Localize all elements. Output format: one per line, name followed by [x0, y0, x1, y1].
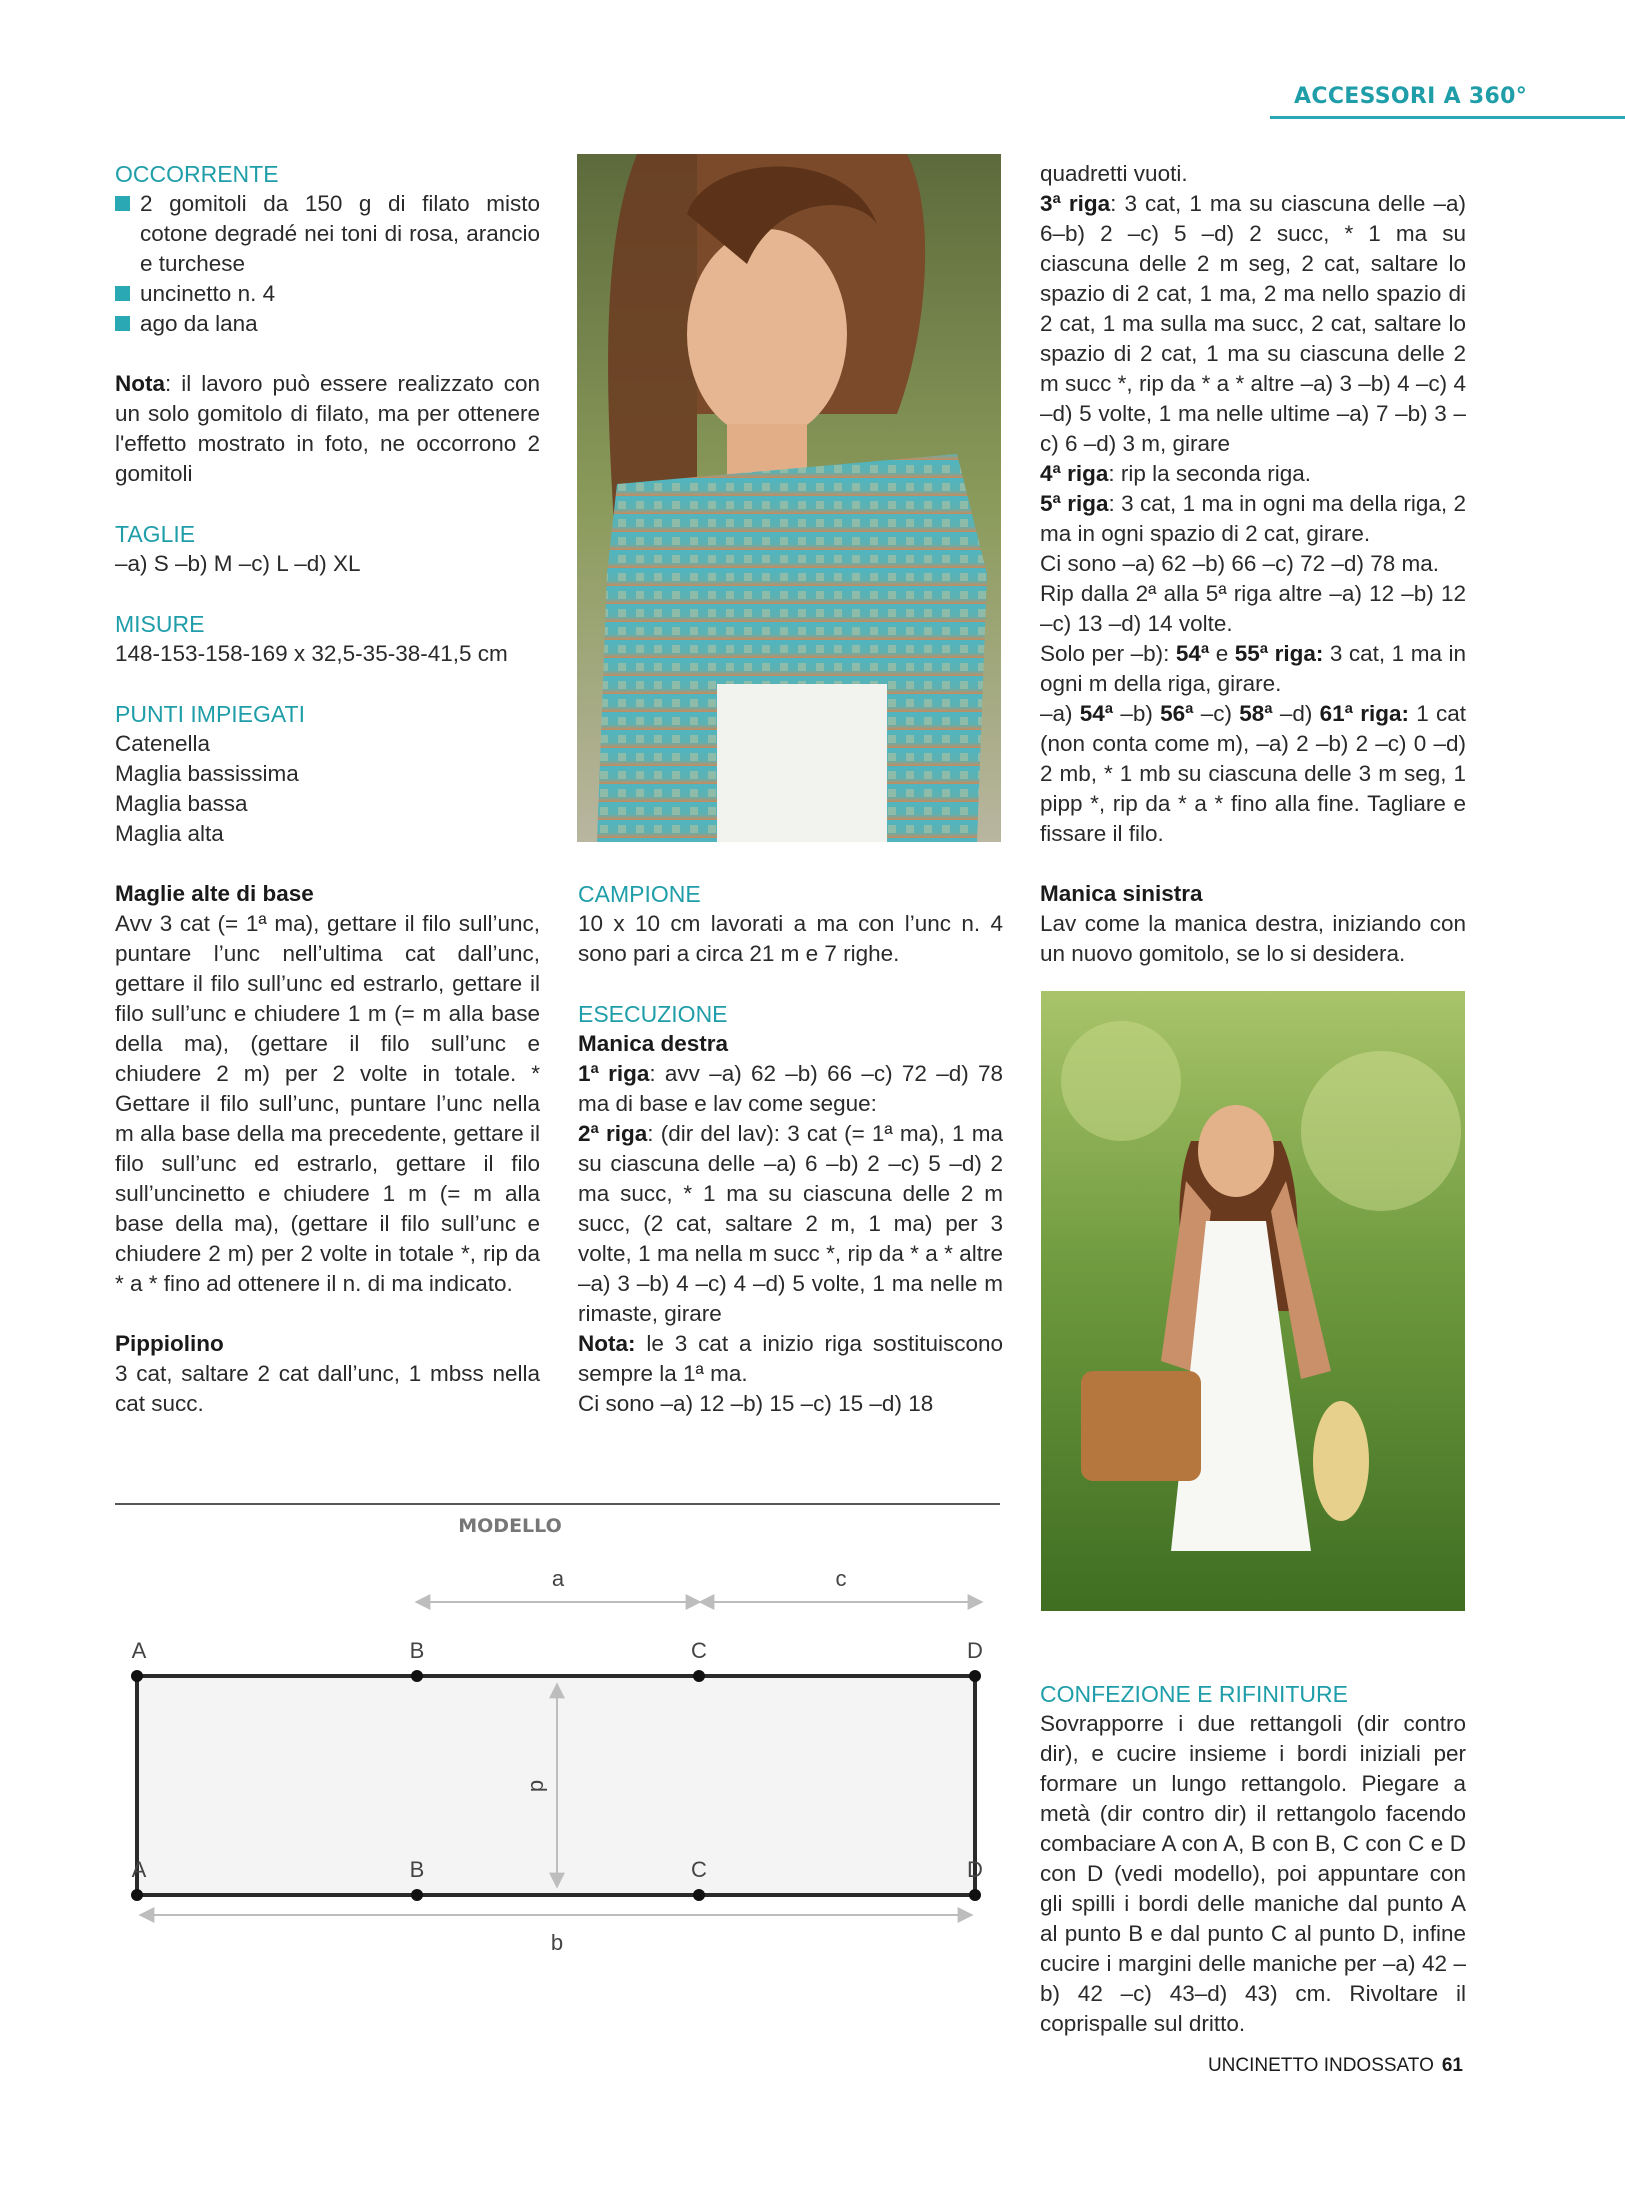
fin-text: 1 cat (non conta come m), –a) 2 –b) 2 –c) 0 –d) 2 mb, * 1 mb su ciascuna delle 3 m seg, 1 pipp *, rip da * a * fino alla fine. Tagliare e fissare il filo. — [1040, 701, 1466, 846]
point-marker — [969, 1889, 981, 1901]
column-confezione — [1040, 1679, 1466, 2039]
continuation-text: quadretti vuoti. — [1040, 161, 1188, 186]
bullet-square-icon — [115, 196, 130, 211]
column-materials — [115, 159, 540, 1449]
column-continuation — [1040, 159, 1466, 969]
ci-sono-2: Ci sono –a) 62 –b) 66 –c) 72 –d) 78 ma. — [1040, 551, 1439, 576]
material-text: ago da lana — [140, 311, 258, 336]
column-esecuzione — [578, 879, 1003, 1419]
riga-4-text: : rip la seconda riga. — [1108, 461, 1311, 486]
bullet-square-icon — [115, 286, 130, 301]
pippiolino-heading: Pippiolino — [115, 1331, 224, 1356]
solo-pre: Solo per –b): — [1040, 641, 1176, 666]
point-label-top-d: D — [967, 1638, 983, 1663]
point-label-bottom-a: A — [131, 1857, 147, 1882]
point-marker — [131, 1670, 143, 1682]
diagram-title: MODELLO — [458, 1515, 562, 1537]
material-text: 2 gomitoli da 150 g di filato misto cotone degradé nei toni di rosa, arancio e turchese — [140, 191, 540, 276]
manica-destra-heading: Manica destra — [578, 1031, 729, 1056]
punto-item: Maglia bassa — [115, 791, 248, 816]
magazine-name: UNCINETTO INDOSSATO — [1207, 2055, 1434, 2076]
riga-4-label: 4ª riga — [1040, 461, 1109, 486]
point-label-bottom-d: D — [967, 1857, 983, 1882]
fin-b: –b) — [1113, 701, 1161, 726]
campione-heading: CAMPIONE — [578, 881, 701, 907]
page-number: 61 — [1441, 2055, 1463, 2076]
riga-1 — [578, 1059, 1003, 1119]
manica-sinistra-text: Lav come la manica destra, iniziando con un nuovo gomitolo, se lo si desidera. — [1040, 911, 1466, 966]
campione-text: 10 x 10 cm lavorati a ma con l’unc n. 4 sono pari a circa 21 m e 7 righe. — [578, 911, 1003, 966]
riga-4 — [1040, 459, 1466, 489]
maglie-alte-text: Avv 3 cat (= 1ª ma), gettare il filo sull’unc, puntare l’unc nell’ultima cat dall’unc, gettare il filo sull’unc ed estrarlo, gettare il filo sull’unc e chiudere 1 m (= m alla base della ma), (gettare il filo sull’unc e chiudere 2 m) per 2 volte in totale. * Gettare il filo sull’unc, puntare l’unc nella m alla base della ma precedente, gettare il filo sull’unc ed estrarlo, gettare il filo sull’uncinetto e chiudere 1 m (= m alla base della ma), (gettare il filo sull’unc e chiudere 2 m) per 2 volte in totale *, rip da * a * fino ad ottenere il n. di ma indicato. — [115, 911, 540, 1296]
header-rule — [1270, 116, 1625, 119]
rip-text: Rip dalla 2ª alla 5ª riga altre –a) 12 –b) 12 –c) 13 –d) 14 volte. — [1040, 581, 1466, 636]
riga-2-text: : (dir del lav): 3 cat (= 1ª ma), 1 ma su ciascuna delle –a) 6 –b) 2 –c) 5 –d) 2 ma succ, * 1 ma su ciascuna delle 2 m succ, (2 cat, saltare 2 m, 1 ma) per 3 volte, 1 ma nella m succ *, rip da * a * altre –a) 3 –b) 4 –c) 4 –d) 5 volte, 1 ma nelle m rimaste, girare — [578, 1121, 1003, 1326]
fin-row-2: 56ª — [1160, 701, 1194, 726]
punto-item: Maglia alta — [115, 821, 224, 846]
confezione-heading: CONFEZIONE E RIFINITURE — [1040, 1681, 1348, 1707]
point-marker — [411, 1670, 423, 1682]
point-label-top-a: A — [131, 1638, 147, 1663]
point-marker — [131, 1889, 143, 1901]
material-item — [115, 279, 540, 309]
material-item — [115, 309, 540, 339]
modello-svg — [110, 1490, 1000, 1960]
esecuzione-heading: ESECUZIONE — [578, 1001, 728, 1027]
point-marker — [693, 1670, 705, 1682]
riga-1-label: 1ª riga — [578, 1061, 650, 1086]
solo-per-text — [1040, 639, 1466, 699]
fin-c: –c) — [1193, 701, 1240, 726]
fin-d: –d) — [1272, 701, 1320, 726]
model-back-illustration — [577, 154, 1001, 842]
pippiolino-text: 3 cat, saltare 2 cat dall’unc, 1 mbss nella cat succ. — [115, 1361, 540, 1416]
punto-item: Maglia bassissima — [115, 761, 299, 786]
manica-sinistra-heading: Manica sinistra — [1040, 881, 1203, 906]
punto-item: Catenella — [115, 731, 211, 756]
bullet-square-icon — [115, 316, 130, 331]
nota-2-text: le 3 cat a inizio riga sostituiscono sempre la 1ª ma. — [578, 1331, 1003, 1386]
point-label-top-c: C — [691, 1638, 707, 1663]
point-label-top-b: B — [409, 1638, 425, 1663]
model-walking-illustration — [1041, 991, 1465, 1611]
maglie-alte-heading: Maglie alte di base — [115, 881, 314, 906]
punti-heading: PUNTI IMPIEGATI — [115, 701, 305, 727]
nota-2-label: Nota: — [578, 1331, 636, 1356]
section-label: ACCESSORI A 360° — [1294, 84, 1527, 109]
riga-5-text: : 3 cat, 1 ma in ogni ma della riga, 2 ma in ogni spazio di 2 cat, girare. — [1040, 491, 1466, 546]
nota-paragraph — [115, 369, 540, 489]
point-marker — [969, 1670, 981, 1682]
solo-row-2: 55ª riga: — [1234, 641, 1324, 666]
taglie-heading: TAGLIE — [115, 521, 196, 547]
dim-b-label: b — [550, 1930, 564, 1955]
nota-2 — [578, 1329, 1003, 1389]
riga-5 — [1040, 489, 1466, 549]
material-text: uncinetto n. 4 — [140, 281, 276, 306]
page-footer — [1208, 2055, 1463, 2077]
point-label-bottom-b: B — [409, 1857, 425, 1882]
final-row-text — [1040, 699, 1466, 849]
ci-sono-text: Ci sono –a) 12 –b) 15 –c) 15 –d) 18 — [578, 1391, 934, 1416]
model-back-photo — [577, 154, 1001, 842]
riga-2 — [578, 1119, 1003, 1329]
riga-1-text: : avv –a) 62 –b) 66 –c) 72 –d) 78 ma di base e lav come segue: — [578, 1061, 1004, 1116]
riga-3-text: : 3 cat, 1 ma su ciascuna delle –a) 6–b) 2 –c) 5 –d) 2 succ, * 1 ma su ciascuna delle 2 m seg, 2 cat, saltare lo spazio di 2 cat, 1 ma, 2 ma nello spazio di 2 cat, 1 ma sulla ma succ, 2 cat, saltare lo spazio di 2 cat, 1 ma su ciascuna delle 2 m succ *, rip da * a * altre –a) 3 –b) 4 –c) 4 –d) 5 volte, 1 ma nelle ultime –a) 7 –b) 3 –c) 6 –d) 3 m, girare — [1040, 191, 1467, 456]
model-walking-photo — [1041, 991, 1465, 1611]
confezione-text: Sovrapporre i due rettangoli (dir contro dir), e cucire insieme i bordi iniziali per formare un lungo rettangolo. Piegare a metà (dir contro dir) il rettangolo facendo combaciare A con A, B con B, C con C e D con D (vedi modello), poi appuntare con gli spilli i bordi delle maniche dal punto A al punto B e dal punto C al punto D, infine cucire i margini delle maniche per –a) 42 –b) 42 –c) 43–d) 43) cm. Rivoltare il coprispalle sul dritto. — [1040, 1711, 1466, 2036]
fin-a: –a) — [1040, 701, 1080, 726]
misure-heading: MISURE — [115, 611, 205, 637]
dim-c-label: c — [835, 1566, 847, 1591]
occorrente-heading: OCCORRENTE — [115, 161, 279, 187]
solo-row-1: 54ª — [1175, 641, 1210, 666]
fin-row-1: 54ª — [1079, 701, 1114, 726]
point-label-bottom-c: C — [691, 1857, 707, 1882]
riga-2-label: 2ª riga — [578, 1121, 648, 1146]
material-item — [115, 189, 540, 279]
nota-label: Nota — [115, 371, 165, 396]
point-marker — [693, 1889, 705, 1901]
fin-row-4: 61ª riga: — [1319, 701, 1409, 726]
fin-row-3: 58ª — [1239, 701, 1273, 726]
solo-post: 3 cat, 1 ma in ogni m della riga, girare. — [1040, 641, 1466, 696]
point-marker — [411, 1889, 423, 1901]
nota-text: : il lavoro può essere realizzato con un solo gomitolo di filato, ma per ottenere l'effetto mostrato in foto, ne occorrono 2 gomitoli — [115, 371, 540, 486]
solo-mid: e — [1209, 641, 1235, 666]
riga-5-label: 5ª riga — [1040, 491, 1109, 516]
misure-text: 148-153-158-169 x 32,5-35-38-41,5 cm — [115, 641, 508, 666]
modello-diagram — [110, 1490, 1000, 1960]
taglie-text: –a) S –b) M –c) L –d) XL — [115, 551, 361, 576]
dim-a-label: a — [551, 1566, 565, 1591]
dim-d-label: d — [526, 1779, 551, 1793]
riga-3-label: 3ª riga — [1040, 191, 1111, 216]
riga-3 — [1040, 189, 1466, 459]
